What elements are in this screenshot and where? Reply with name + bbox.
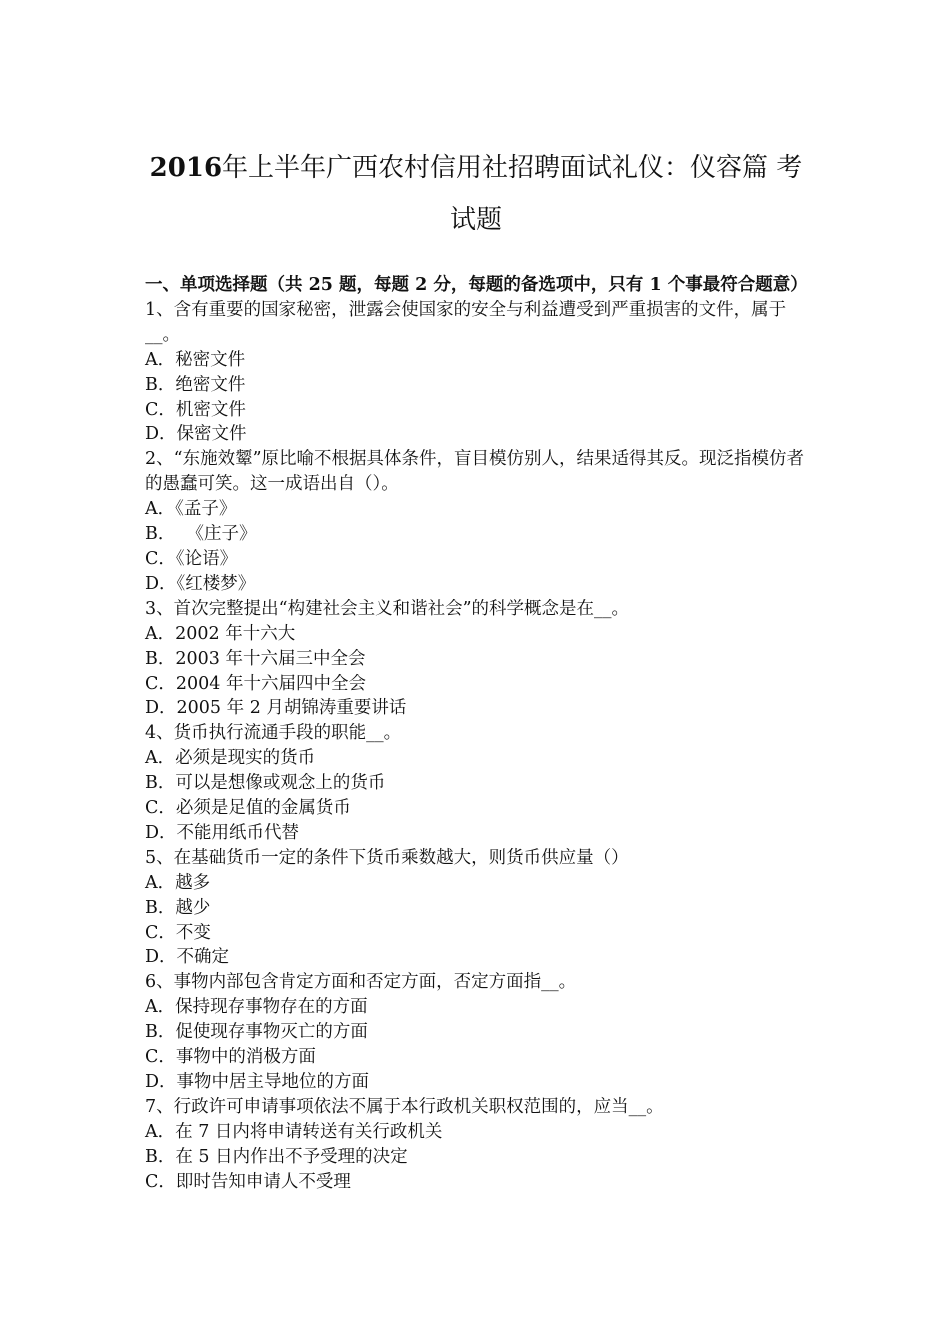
answer-option: B．越少 [145,897,211,918]
question-stem: 2、“东施效颦”原比喻不根据具体条件，盲目模仿别人，结果适得其反。现泛指模仿者的愚蠢可笑。这一成语出自（）。 [145,449,805,495]
answer-option: A．秘密文件 [145,349,246,370]
question-block [145,846,807,971]
answer-option: C．不变 [145,922,211,943]
question-block [145,1095,807,1195]
document-body [145,273,807,1195]
section-heading: 一、单项选择题（共 25 题，每题 2 分，每题的备选项中，只有 1 个事最符合题意） [145,275,808,295]
answer-option: C．2004 年十六届四中全会 [145,673,366,694]
answer-option: B．促使现存事物灭亡的方面 [145,1022,368,1043]
answer-option: C．《论语》 [145,548,238,569]
answer-option: A．在 7 日内将申请转送有关行政机关 [145,1121,443,1142]
title-text: 年上半年广西农村信用社招聘面试礼仪：仪容篇 考试题 [222,153,803,235]
answer-option: C．事物中的消极方面 [145,1047,316,1068]
answer-option: B．绝密文件 [145,374,246,395]
question-stem: 6、事物内部包含肯定方面和否定方面，否定方面指__。 [145,972,577,993]
answer-option: A．越多 [145,872,211,893]
answer-option: D．不确定 [145,947,230,968]
question-block [145,597,807,722]
question-stem: 3、首次完整提出“构建社会主义和谐社会”的科学概念是在__。 [145,598,630,619]
answer-option: D．保密文件 [145,424,247,445]
question-block [145,298,807,447]
document-title [140,142,812,246]
answer-option: A．2002 年十六大 [145,623,296,644]
question-stem: 4、货币执行流通手段的职能__。 [145,723,402,744]
answer-option: B． 《庄子》 [145,524,257,545]
question-stem: 1、含有重要的国家秘密，泄露会使国家的安全与利益遭受到严重损害的文件，属于__。 [145,299,787,345]
question-block [145,447,807,596]
answer-option: B．可以是想像或观念上的货币 [145,773,386,794]
question-list [145,298,807,1195]
answer-option: B．在 5 日内作出不予受理的决定 [145,1146,408,1167]
answer-option: D．2005 年 2 月胡锦涛重要讲话 [145,698,407,719]
answer-option: B．2003 年十六届三中全会 [145,648,366,669]
question-block [145,721,807,846]
answer-option: D．事物中居主导地位的方面 [145,1072,370,1092]
question-stem: 7、行政许可申请事项依法不属于本行政机关职权范围的，应当__。 [145,1096,664,1117]
question-stem: 5、在基础货币一定的条件下货币乘数越大，则货币供应量（） [145,847,629,868]
answer-option: D．《红楼梦》 [145,573,256,594]
answer-option: A．保持现存事物存在的方面 [145,997,368,1018]
answer-option: A．《孟子》 [145,499,237,520]
answer-option: C．即时告知申请人不受理 [145,1171,351,1192]
answer-option: A．必须是现实的货币 [145,748,316,769]
answer-option: C．机密文件 [145,399,246,420]
title-year: 2016 [149,153,223,183]
answer-option: D．不能用纸币代替 [145,822,300,843]
answer-option: C．必须是足值的金属货币 [145,798,351,819]
question-block [145,970,807,1095]
